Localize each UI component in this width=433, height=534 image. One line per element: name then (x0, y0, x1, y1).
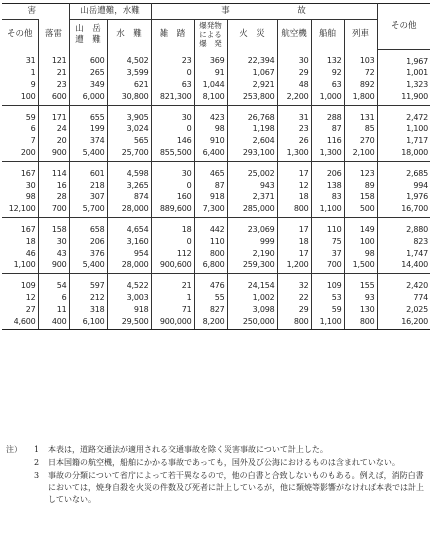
cell-suinan: 621 (107, 79, 151, 91)
table-row (2, 123, 430, 135)
cell-suinan: 3,160 (107, 236, 151, 248)
cell-suinan: 28,000 (107, 259, 151, 273)
cell-sangaku: 5,700 (69, 203, 107, 217)
cell-senpaku: 1,100 (311, 316, 344, 330)
cell-kasai: 1,067 (227, 67, 277, 79)
header-jiko-group: 事 故 (151, 4, 377, 20)
cell-sangaku: 6,100 (69, 316, 107, 330)
cell-senpaku: 83 (311, 191, 344, 203)
cell-kasai: 1,002 (227, 292, 277, 304)
table-row (2, 203, 430, 217)
cell-sonota_right: 2,472 (406, 112, 429, 122)
cell-koukuuki: 1,300 (277, 147, 311, 161)
cell-zatto: 0 (151, 180, 194, 192)
cell-senpaku: 109 (311, 274, 344, 292)
cell-suinan: 3,265 (107, 180, 151, 192)
footnote-2 (6, 457, 428, 469)
cell-sonota_left: 98 (2, 191, 38, 203)
table-row (2, 67, 430, 79)
table-row (2, 147, 430, 161)
cell-sonota_left: 109 (2, 274, 38, 292)
table-row (2, 274, 430, 292)
table-row (2, 236, 430, 248)
cell-bakuhatsu: 8,100 (194, 91, 227, 105)
cell-bakuhatsu: 8,200 (194, 316, 227, 330)
cell-bakuhatsu: 442 (194, 218, 227, 236)
disaster-statistics-table (2, 3, 430, 330)
table-row (2, 135, 430, 147)
cell-kasai: 24,154 (227, 274, 277, 292)
cell-ressha: 103 (344, 49, 377, 67)
cell-zatto: 0 (151, 236, 194, 248)
cell-sonota_right: 2,420 (406, 281, 429, 291)
cell-sonota_right: 16,200 (377, 316, 430, 330)
cell-bakuhatsu: 55 (194, 292, 227, 304)
cell-senpaku: 1,100 (311, 203, 344, 217)
cell-rakurai: 23 (38, 79, 69, 91)
cell-sangaku: 376 (69, 248, 107, 260)
cell-bakuhatsu: 423 (194, 105, 227, 123)
cell-rakurai: 171 (38, 105, 69, 123)
cell-sonota_right: 11,900 (377, 91, 430, 105)
footnote-text: 本表は，道路交通法が適用される交通事故を除く災害事故について計上した。 (48, 445, 328, 454)
cell-suinan: 4,522 (107, 274, 151, 292)
cell-suinan: 4,502 (107, 49, 151, 67)
table-row (2, 105, 430, 123)
cell-zatto: 900,600 (151, 259, 194, 273)
table-row (2, 259, 430, 273)
header-bakuhatsu: 爆発物による爆 発 (194, 20, 227, 50)
cell-sonota_left: 167 (2, 218, 38, 236)
cell-sangaku: 601 (69, 161, 107, 179)
table-row (2, 218, 430, 236)
cell-kasai: 23,069 (227, 218, 277, 236)
cell-koukuuki: 1,200 (277, 259, 311, 273)
cell-senpaku: 138 (311, 180, 344, 192)
cell-koukuuki: 12 (277, 180, 311, 192)
cell-rakurai: 600 (38, 91, 69, 105)
cell-ressha: 1,800 (344, 91, 377, 105)
cell-kasai: 26,768 (227, 105, 277, 123)
footnote-3 (6, 470, 428, 506)
cell-sangaku: 212 (69, 292, 107, 304)
cell-sonota_left: 1,100 (2, 259, 38, 273)
cell-rakurai: 20 (38, 135, 69, 147)
cell-suinan: 25,700 (107, 147, 151, 161)
cell-sonota_right: 2,025 (406, 304, 429, 314)
cell-zatto: 21 (151, 274, 194, 292)
cell-ressha: 131 (344, 105, 377, 123)
cell-zatto: 30 (151, 161, 194, 179)
cell-sonota_right: 14,400 (377, 259, 430, 273)
cell-bakuhatsu: 1,044 (194, 79, 227, 91)
header-koukuuki: 航空機 (277, 20, 311, 50)
cell-koukuuki: 17 (277, 161, 311, 179)
cell-kasai: 999 (227, 236, 277, 248)
cell-suinan: 29,500 (107, 316, 151, 330)
cell-ressha: 158 (344, 191, 377, 203)
cell-ressha: 93 (344, 292, 377, 304)
cell-senpaku: 700 (311, 259, 344, 273)
cell-rakurai: 28 (38, 191, 69, 203)
cell-sangaku: 658 (69, 218, 107, 236)
cell-zatto: 160 (151, 191, 194, 203)
footnote-1 (6, 444, 428, 456)
cell-rakurai: 6 (38, 292, 69, 304)
cell-senpaku: 59 (311, 304, 344, 316)
cell-sangaku: 597 (69, 274, 107, 292)
cell-sangaku: 6,000 (69, 91, 107, 105)
header-sangaku-group: 山岳遭難，水難 (69, 4, 151, 20)
cell-ressha: 72 (344, 67, 377, 79)
cell-suinan: 954 (107, 248, 151, 260)
cell-ressha: 149 (344, 218, 377, 236)
cell-senpaku: 92 (311, 67, 344, 79)
cell-sonota_left: 18 (2, 236, 38, 248)
cell-kasai: 2,604 (227, 135, 277, 147)
cell-ressha: 1,500 (344, 259, 377, 273)
cell-suinan: 3,024 (107, 123, 151, 135)
header-senpaku: 船舶 (311, 20, 344, 50)
cell-sonota_left: 7 (2, 135, 38, 147)
cell-koukuuki: 31 (277, 105, 311, 123)
cell-senpaku: 87 (311, 123, 344, 135)
cell-koukuuki: 17 (277, 248, 311, 260)
cell-rakurai: 11 (38, 304, 69, 316)
cell-senpaku: 116 (311, 135, 344, 147)
cell-zatto: 18 (151, 218, 194, 236)
cell-sonota_right: 2,880 (406, 225, 429, 235)
header-hai: 害 (2, 4, 38, 20)
cell-bakuhatsu: 369 (194, 49, 227, 67)
cell-sonota_right: 1,747 (406, 248, 429, 258)
cell-rakurai: 121 (38, 49, 69, 67)
cell-suinan: 4,598 (107, 161, 151, 179)
header-kasai: 火 災 (227, 20, 277, 50)
cell-sonota_left: 200 (2, 147, 38, 161)
cell-sonota_right: 1,001 (406, 68, 429, 78)
table-row (2, 180, 430, 192)
cell-sonota_left: 100 (2, 91, 38, 105)
cell-bakuhatsu: 98 (194, 123, 227, 135)
table-row (2, 304, 430, 316)
cell-rakurai: 900 (38, 147, 69, 161)
cell-ressha: 85 (344, 123, 377, 135)
cell-senpaku: 1,300 (311, 147, 344, 161)
cell-bakuhatsu: 910 (194, 135, 227, 147)
cell-rakurai: 700 (38, 203, 69, 217)
cell-sonota_right: 774 (413, 293, 429, 303)
cell-rakurai: 900 (38, 259, 69, 273)
table-row (2, 191, 430, 203)
cell-rakurai: 30 (38, 236, 69, 248)
cell-sonota_left: 4,600 (2, 316, 38, 330)
cell-senpaku: 132 (311, 49, 344, 67)
cell-senpaku: 288 (311, 105, 344, 123)
cell-senpaku: 1,000 (311, 91, 344, 105)
cell-koukuuki: 22 (277, 292, 311, 304)
cell-suinan: 874 (107, 191, 151, 203)
cell-kasai: 1,198 (227, 123, 277, 135)
cell-zatto: 30 (151, 105, 194, 123)
cell-sonota_left: 9 (2, 79, 38, 91)
cell-sonota_right: 823 (413, 236, 429, 246)
cell-suinan: 28,000 (107, 203, 151, 217)
cell-zatto: 900,000 (151, 316, 194, 330)
cell-koukuuki: 800 (277, 316, 311, 330)
header-rakurai: 落雷 (38, 20, 69, 50)
cell-bakuhatsu: 110 (194, 236, 227, 248)
cell-senpaku: 53 (311, 292, 344, 304)
cell-kasai: 285,000 (227, 203, 277, 217)
cell-koukuuki: 26 (277, 135, 311, 147)
cell-sangaku: 206 (69, 236, 107, 248)
cell-kasai: 293,100 (227, 147, 277, 161)
footnote-number: 3 (34, 471, 40, 480)
header-sonota-left: その他 (2, 20, 38, 50)
cell-koukuuki: 48 (277, 79, 311, 91)
header-suinan: 水 難 (107, 20, 151, 50)
cell-kasai: 259,300 (227, 259, 277, 273)
cell-rakurai: 43 (38, 248, 69, 260)
cell-zatto: 0 (151, 67, 194, 79)
cell-zatto: 63 (151, 79, 194, 91)
cell-suinan: 3,599 (107, 67, 151, 79)
cell-rakurai: 16 (38, 180, 69, 192)
cell-bakuhatsu: 6,800 (194, 259, 227, 273)
cell-bakuhatsu: 7,300 (194, 203, 227, 217)
cell-suinan: 3,003 (107, 292, 151, 304)
cell-sangaku: 307 (69, 191, 107, 203)
cell-suinan: 30,800 (107, 91, 151, 105)
cell-sangaku: 5,400 (69, 147, 107, 161)
cell-sangaku: 349 (69, 79, 107, 91)
cell-zatto: 1 (151, 292, 194, 304)
cell-bakuhatsu: 827 (194, 304, 227, 316)
cell-sonota_left: 167 (2, 161, 38, 179)
header-sonota-right: その他 (377, 4, 430, 50)
cell-zatto: 23 (151, 49, 194, 67)
cell-sonota_left: 31 (2, 49, 38, 67)
cell-sangaku: 265 (69, 67, 107, 79)
cell-ressha: 892 (344, 79, 377, 91)
cell-bakuhatsu: 800 (194, 248, 227, 260)
cell-sangaku: 374 (69, 135, 107, 147)
cell-kasai: 2,190 (227, 248, 277, 260)
footnotes (6, 444, 428, 506)
cell-koukuuki: 30 (277, 49, 311, 67)
table-row (2, 248, 430, 260)
cell-bakuhatsu: 918 (194, 191, 227, 203)
cell-bakuhatsu: 476 (194, 274, 227, 292)
cell-kasai: 2,921 (227, 79, 277, 91)
footnote-label: 注） (6, 445, 22, 454)
cell-sonota_left: 27 (2, 304, 38, 316)
cell-ressha: 800 (344, 316, 377, 330)
header-sangaku: 山 岳 遭 難 (69, 20, 107, 50)
cell-kasai: 25,002 (227, 161, 277, 179)
cell-sonota_right: 18,000 (377, 147, 430, 161)
cell-sangaku: 218 (69, 180, 107, 192)
cell-kasai: 943 (227, 180, 277, 192)
cell-koukuuki: 32 (277, 274, 311, 292)
cell-zatto: 855,500 (151, 147, 194, 161)
table-row (2, 91, 430, 105)
cell-sonota_right: 1,967 (406, 56, 429, 66)
cell-bakuhatsu: 465 (194, 161, 227, 179)
cell-sonota_left: 1 (2, 67, 38, 79)
table-row (2, 79, 430, 91)
header-ressha: 列車 (344, 20, 377, 50)
table-row (2, 161, 430, 179)
table-row (2, 316, 430, 330)
cell-ressha: 130 (344, 304, 377, 316)
cell-sonota_left: 30 (2, 180, 38, 192)
cell-suinan: 4,654 (107, 218, 151, 236)
cell-sangaku: 655 (69, 105, 107, 123)
cell-ressha: 98 (344, 248, 377, 260)
cell-koukuuki: 18 (277, 236, 311, 248)
table-body (2, 49, 430, 330)
cell-sonota_left: 46 (2, 248, 38, 260)
header-zatto: 雑 踏 (151, 20, 194, 50)
cell-zatto: 821,300 (151, 91, 194, 105)
header-blank (38, 4, 69, 20)
cell-sonota_left: 12 (2, 292, 38, 304)
cell-sonota_left: 6 (2, 123, 38, 135)
cell-senpaku: 110 (311, 218, 344, 236)
cell-rakurai: 24 (38, 123, 69, 135)
cell-koukuuki: 23 (277, 123, 311, 135)
cell-ressha: 100 (344, 236, 377, 248)
cell-sonota_right: 2,685 (406, 168, 429, 178)
cell-kasai: 2,371 (227, 191, 277, 203)
footnote-text: 事故の分類について省庁によって若干異なるので，他の白書と合致しないものもある。例えば，消防白書においては，焼身自殺を火災の件数及び死者に計上しているが，他に類焼等影響がなければ本表では計上していない。 (48, 471, 424, 504)
cell-kasai: 250,000 (227, 316, 277, 330)
table-row (2, 292, 430, 304)
cell-sangaku: 600 (69, 49, 107, 67)
cell-rakurai: 114 (38, 161, 69, 179)
cell-koukuuki: 17 (277, 218, 311, 236)
footnote-number: 1 (34, 445, 40, 454)
table-row (2, 49, 430, 67)
cell-kasai: 22,394 (227, 49, 277, 67)
cell-kasai: 253,800 (227, 91, 277, 105)
cell-bakuhatsu: 87 (194, 180, 227, 192)
cell-suinan: 3,905 (107, 105, 151, 123)
cell-ressha: 89 (344, 180, 377, 192)
cell-zatto: 0 (151, 123, 194, 135)
cell-koukuuki: 800 (277, 203, 311, 217)
cell-ressha: 2,100 (344, 147, 377, 161)
cell-suinan: 565 (107, 135, 151, 147)
cell-kasai: 3,098 (227, 304, 277, 316)
cell-rakurai: 158 (38, 218, 69, 236)
cell-koukuuki: 29 (277, 304, 311, 316)
cell-sangaku: 318 (69, 304, 107, 316)
cell-zatto: 112 (151, 248, 194, 260)
cell-sonota_left: 12,100 (2, 203, 38, 217)
cell-zatto: 146 (151, 135, 194, 147)
cell-senpaku: 63 (311, 79, 344, 91)
footnote-number: 2 (34, 458, 40, 467)
cell-rakurai: 21 (38, 67, 69, 79)
cell-koukuuki: 29 (277, 67, 311, 79)
cell-senpaku: 37 (311, 248, 344, 260)
cell-bakuhatsu: 6,400 (194, 147, 227, 161)
cell-sonota_right: 994 (413, 180, 429, 190)
cell-sonota_left: 59 (2, 105, 38, 123)
cell-sonota_right: 1,717 (406, 136, 429, 146)
cell-rakurai: 54 (38, 274, 69, 292)
cell-zatto: 889,600 (151, 203, 194, 217)
cell-sangaku: 199 (69, 123, 107, 135)
cell-ressha: 270 (344, 135, 377, 147)
cell-ressha: 155 (344, 274, 377, 292)
cell-sonota_right: 1,323 (406, 80, 429, 90)
cell-sonota_right: 16,700 (377, 203, 430, 217)
cell-ressha: 123 (344, 161, 377, 179)
cell-senpaku: 206 (311, 161, 344, 179)
cell-suinan: 918 (107, 304, 151, 316)
cell-koukuuki: 18 (277, 191, 311, 203)
cell-senpaku: 75 (311, 236, 344, 248)
cell-rakurai: 400 (38, 316, 69, 330)
cell-sonota_right: 1,100 (406, 124, 429, 134)
cell-sonota_right: 1,976 (406, 192, 429, 202)
cell-ressha: 500 (344, 203, 377, 217)
cell-bakuhatsu: 91 (194, 67, 227, 79)
footnote-text: 日本国籍の航空機，船舶にかかる事故であっても，国外及び公海におけるものは含まれていない。 (48, 458, 400, 467)
cell-koukuuki: 2,200 (277, 91, 311, 105)
cell-zatto: 71 (151, 304, 194, 316)
cell-sangaku: 5,400 (69, 259, 107, 273)
